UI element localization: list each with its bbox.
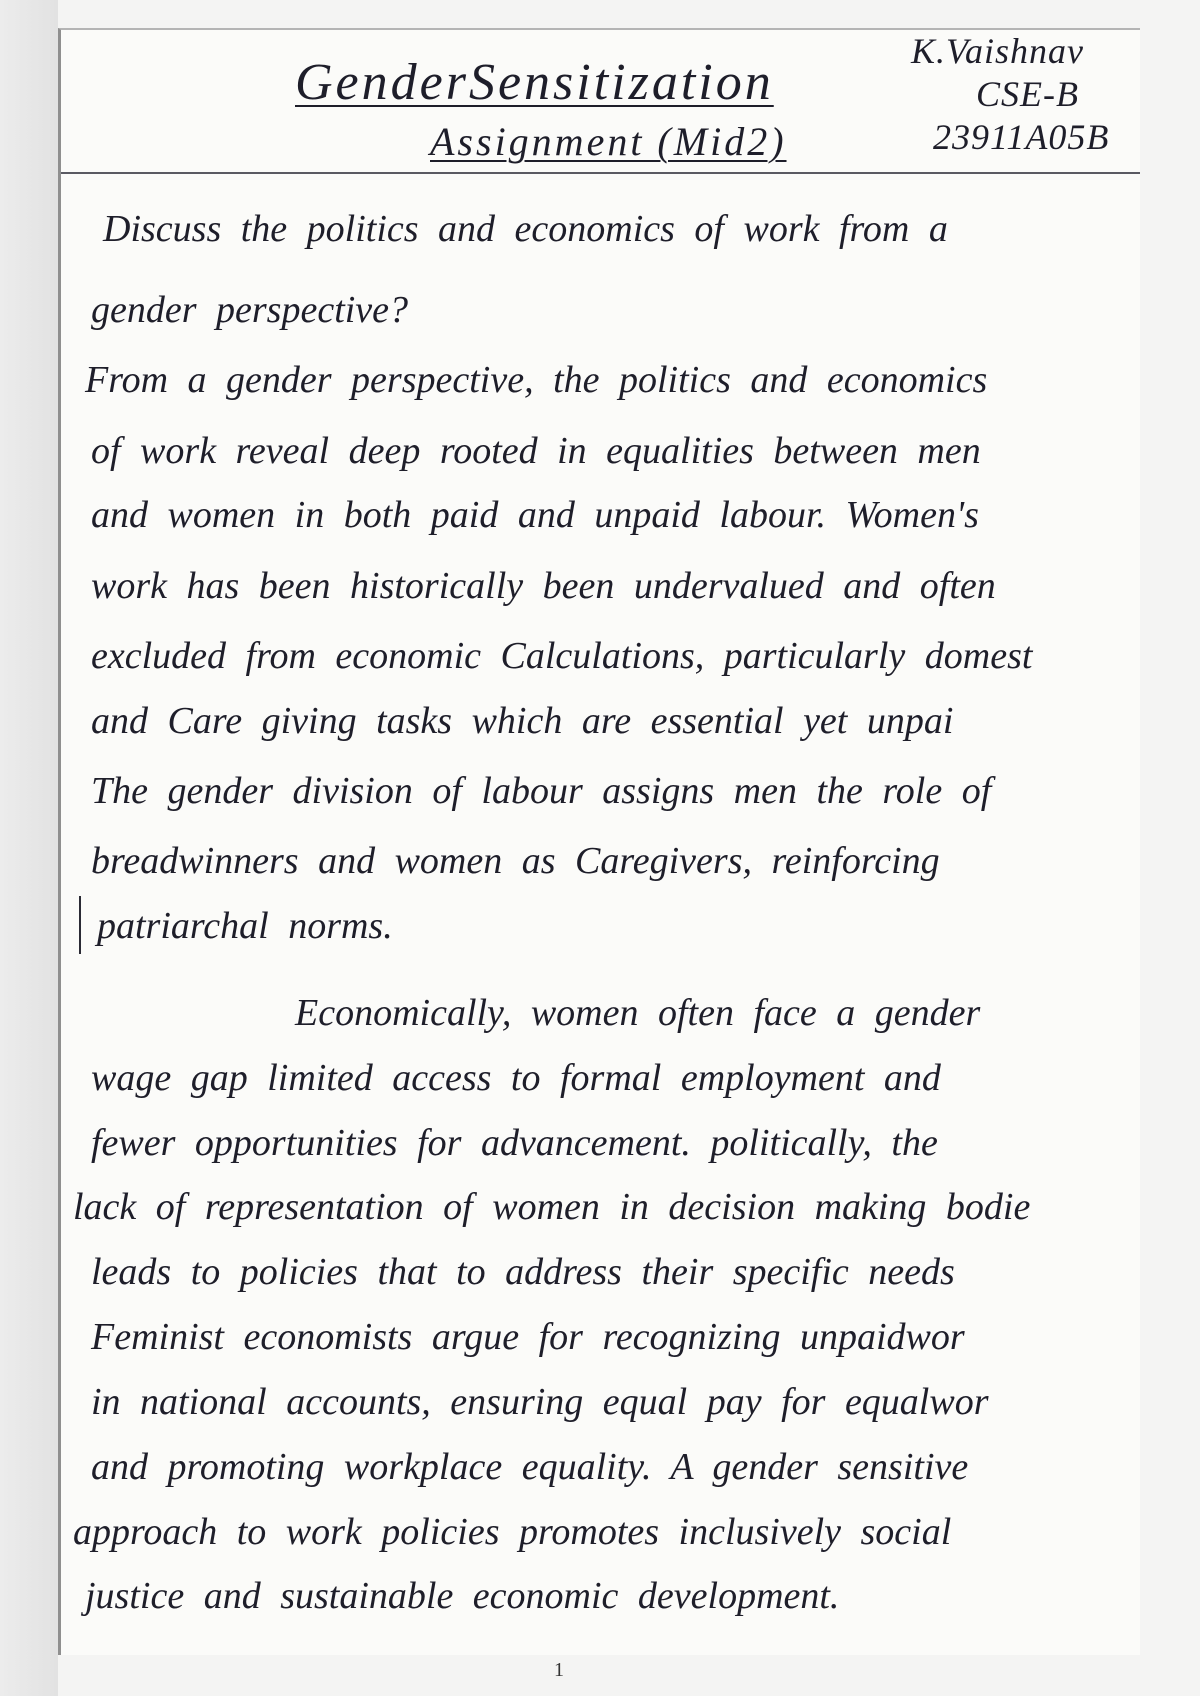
- answer-line: approach to work policies promotes inclusively social: [73, 1511, 952, 1553]
- answer-line: fewer opportunities for advancement. politically, the: [91, 1122, 938, 1164]
- answer-line: wage gap limited access to formal employment and: [91, 1057, 941, 1099]
- answer-line: and promoting workplace equality. A gender sensitive: [91, 1446, 969, 1488]
- roll-number: 23911A05B: [933, 117, 1110, 157]
- answer-line: of work reveal deep rooted in equalities between men: [91, 430, 981, 472]
- answer-line: From a gender perspective, the politics and economics: [85, 359, 988, 401]
- answer-line: Economically, women often face a gender: [295, 992, 981, 1034]
- assignment-subtitle: Assignment (Mid2): [430, 119, 787, 164]
- answer-line: work has been historically been undervalued and often: [91, 565, 996, 607]
- answer-line: and Care giving tasks which are essential yet unpai: [91, 700, 954, 742]
- question-line: gender perspective?: [91, 289, 409, 331]
- handwritten-page: [58, 28, 1140, 1655]
- answer-line: lack of representation of women in decision making bodie: [73, 1186, 1031, 1228]
- header-rule: [61, 172, 1140, 174]
- scan-edge: [0, 0, 58, 1696]
- answer-line: The gender division of labour assigns men the role of: [91, 770, 992, 812]
- student-section: CSE-B: [976, 74, 1079, 114]
- answer-line: Feminist economists argue for recognizing unpaidwor: [91, 1316, 965, 1358]
- margin-bracket: [79, 896, 81, 954]
- answer-line: excluded from economic Calculations, particularly domest: [91, 635, 1033, 677]
- answer-line: and women in both paid and unpaid labour. Women's: [91, 494, 979, 536]
- page-title: GenderSensitization: [295, 54, 774, 111]
- page-number: 1: [554, 1659, 564, 1681]
- question-line: Discuss the politics and economics of work from a: [103, 208, 948, 250]
- answer-line: leads to policies that to address their specific needs: [91, 1251, 955, 1293]
- answer-line: breadwinners and women as Caregivers, reinforcing: [91, 840, 940, 882]
- answer-line: patriarchal norms.: [97, 905, 393, 947]
- answer-line: justice and sustainable economic development.: [85, 1575, 840, 1617]
- answer-line: in national accounts, ensuring equal pay for equalwor: [91, 1381, 989, 1423]
- student-name: K.Vaishnav: [911, 31, 1085, 71]
